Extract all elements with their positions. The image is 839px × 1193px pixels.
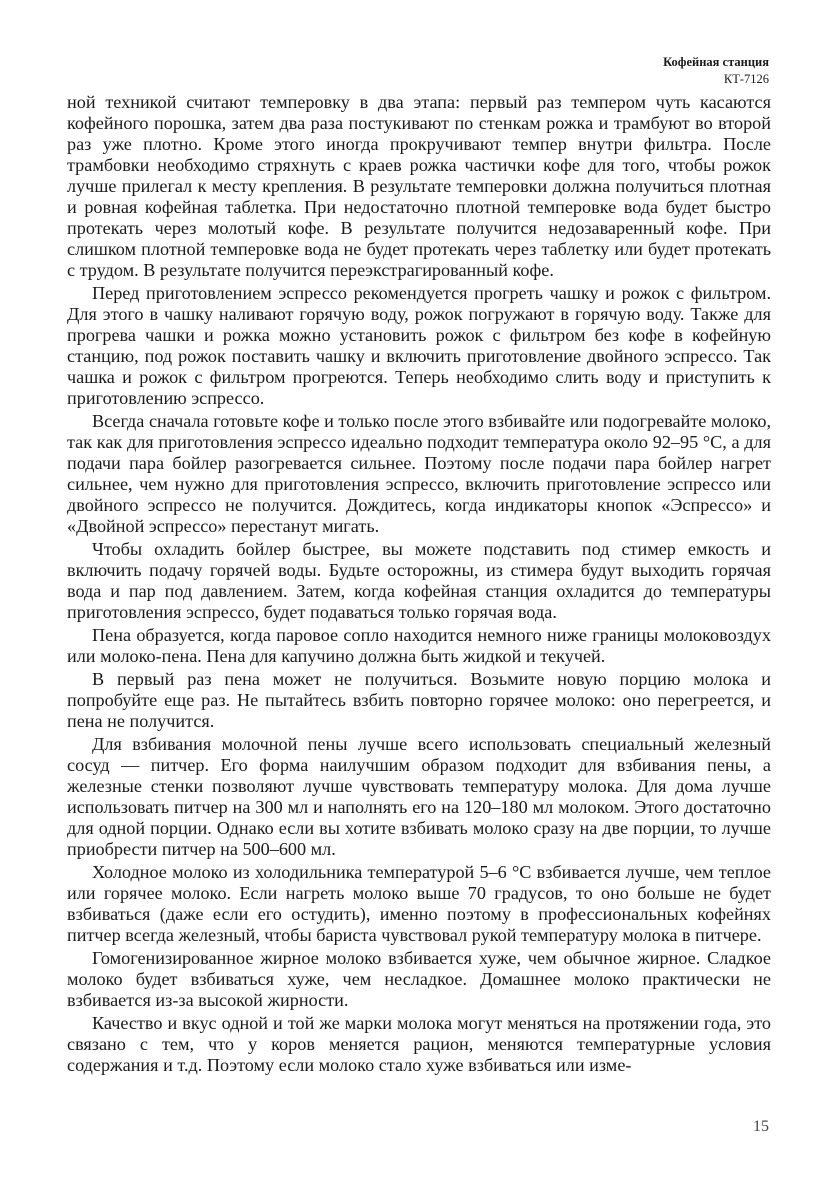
- paragraph: Холодное молоко из холодильника температурой 5–6 °С взбивается лучше, чем теплое или горячее молоко. Если нагреть молоко выше 70 градусов, то оно больше не будет взбиваться (даже если его остудить), именно поэтому в профессиональных кофейнях питчер всегда железный, чтобы бариста чувствовал рукой температуру молока в питчере.: [67, 862, 771, 945]
- paragraph: Пена образуется, когда паровое сопло находится немного ниже границы молоковоздух или молоко-пена. Пена для капучино должна быть жидкой и текучей.: [67, 625, 771, 666]
- header-title: Кофейная станция: [663, 55, 769, 69]
- paragraph: Качество и вкус одной и той же марки молока могут меняться на протяжении года, это связано с тем, что у коров меняется рацион, меняются температурные условия содержания и т.д. Поэтому если молоко стало хуже взбиваться или изме-: [67, 1013, 771, 1075]
- paragraph: Чтобы охладить бойлер быстрее, вы можете подставить под стимер емкость и включить подачу горячей воды. Будьте осторожны, из стимера будут выходить горячая вода и пар под давлением. Затем, когда кофейная станция охладится до температуры приготовления эспрессо, будет подаваться только горячая вода.: [67, 539, 771, 622]
- header-model: КТ-7126: [723, 72, 769, 86]
- body-text: [67, 92, 771, 1078]
- page-number: 15: [753, 1118, 769, 1135]
- running-header: [663, 54, 769, 88]
- paragraph: Гомогенизированное жирное молоко взбивается хуже, чем обычное жирное. Сладкое молоко будет взбиваться хуже, чем несладкое. Домашнее молоко практически не взбивается из-за высокой жирности.: [67, 948, 771, 1010]
- paragraph: Перед приготовлением эспрессо рекомендуется прогреть чашку и рожок с фильтром. Для этого в чашку наливают горячую воду, рожок погружают в горячую воду. Также для прогрева чашки и рожка можно установить рожок с фильтром без кофе в кофейную станцию, под рожок поставить чашку и включить приготовление двойного эспрессо. Так чашка и рожок с фильтром прогреются. Теперь необходимо слить воду и приступить к приготовлению эспрессо.: [67, 283, 771, 408]
- paragraph: Всегда сначала готовьте кофе и только после этого взбивайте или подогревайте молоко, так как для приготовления эспрессо идеально подходит температура около 92–95 °С, а для подачи пара бойлер разогревается сильнее. Поэтому после подачи пара бойлер нагрет сильнее, чем нужно для приготовления эспрессо, включить приготовление эспрессо или двойного эспрессо не получится. Дождитесь, когда индикаторы кнопок «Эспрессо» и «Двойной эспрессо» перестанут мигать.: [67, 411, 771, 536]
- paragraph: ной техникой считают темперовку в два этапа: первый раз темпером чуть касаются кофейного порошка, затем два раза постукивают по стенкам рожка и трамбуют во второй раз уже плотно. Кроме этого иногда прокручивают темпер внутри фильтра. После трамбовки необходимо стряхнуть с краев рожка частички кофе для того, чтобы рожок лучше прилегал к месту крепления. В результате темперовки должна получиться плотная и ровная кофейная таблетка. При недостаточно плотной темперовке вода будет быстро протекать через молотый кофе. В результате получится недозаваренный кофе. При слишком плотной темперовке вода не будет протекать через таблетку или будет протекать с трудом. В результате получится переэкстрагированный кофе.: [67, 92, 771, 280]
- paragraph: В первый раз пена может не получиться. Возьмите новую порцию молока и попробуйте еще раз. Не пытайтесь взбить повторно горячее молоко: оно перегреется, и пена не получится.: [67, 669, 771, 731]
- paragraph: Для взбивания молочной пены лучше всего использовать специальный железный сосуд — питчер. Его форма наилучшим образом подходит для взбивания пены, а железные стенки позволяют лучше чувствовать температуру молока. Для дома лучше использовать питчер на 300 мл и наполнять его на 120–180 мл молоком. Этого достаточно для одной порции. Однако если вы хотите взбивать молоко сразу на две порции, то лучше приобрести питчер на 500–600 мл.: [67, 734, 771, 859]
